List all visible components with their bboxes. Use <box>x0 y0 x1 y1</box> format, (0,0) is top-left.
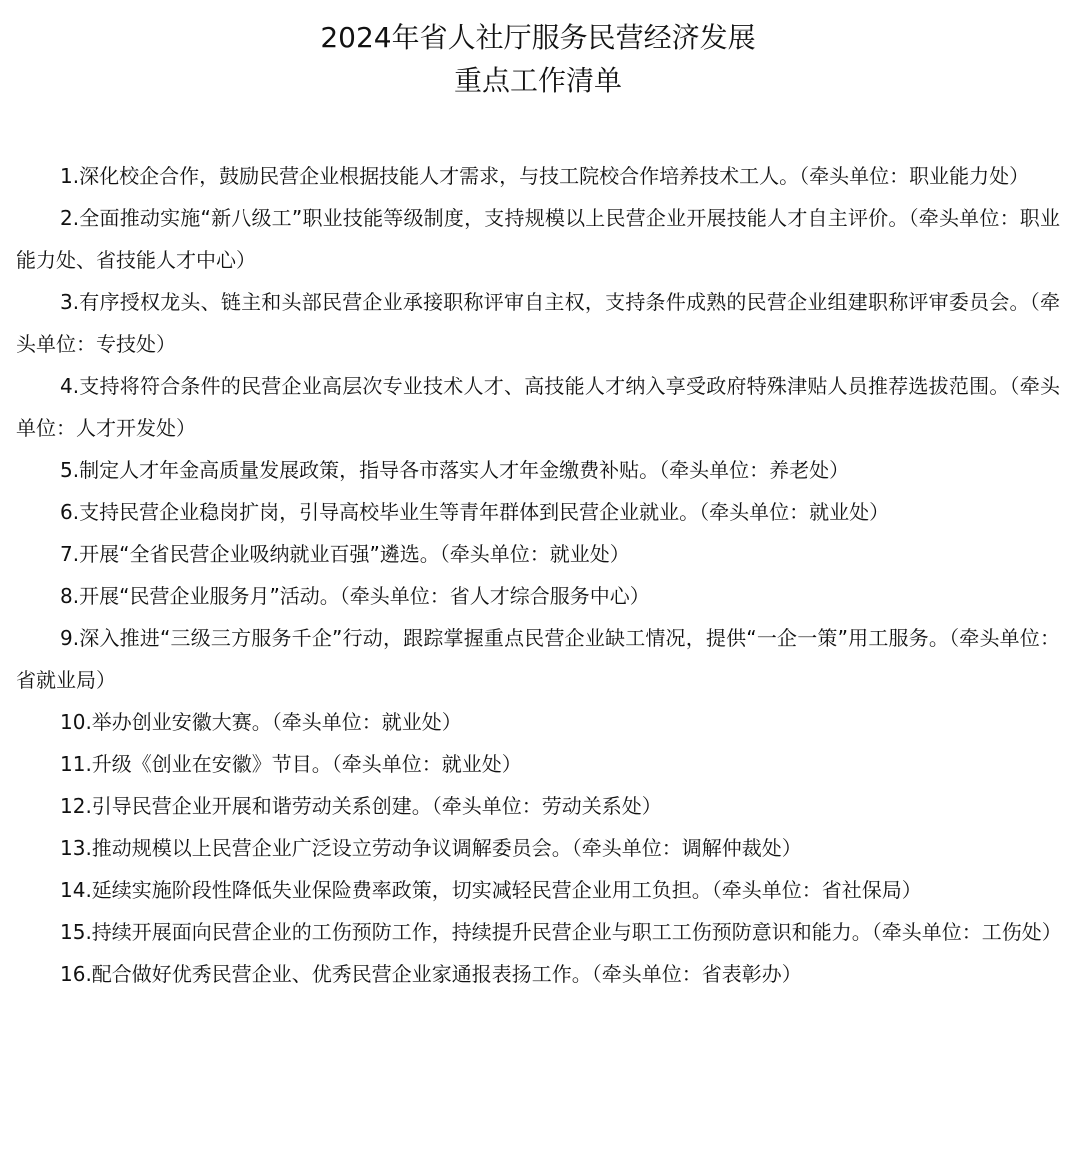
work-item-list <box>16 155 1060 995</box>
work-item-8: 8.开展“民营企业服务月”活动。（牵头单位：省人才综合服务中心） <box>60 584 650 608</box>
work-item-4: 4.支持将符合条件的民营企业高层次专业技术人才、高技能人才纳入享受政府特殊津贴人员推荐选拔范围。（牵头单位：人才开发处） <box>16 374 1060 440</box>
work-item-10: 10.举办创业安徽大赛。（牵头单位：就业处） <box>60 710 462 734</box>
work-item-3: 3.有序授权龙头、链主和头部民营企业承接职称评审自主权，支持条件成熟的民营企业组建职称评审委员会。（牵头单位：专技处） <box>16 290 1060 356</box>
work-item-7: 7.开展“全省民营企业吸纳就业百强”遴选。（牵头单位：就业处） <box>60 542 630 566</box>
work-item-5: 5.制定人才年金高质量发展政策，指导各市落实人才年金缴费补贴。（牵头单位：养老处） <box>60 458 850 482</box>
title-line-2: 重点工作清单 <box>453 64 622 97</box>
work-item-6: 6.支持民营企业稳岗扩岗，引导高校毕业生等青年群体到民营企业就业。（牵头单位：就业处） <box>60 500 890 524</box>
work-item-9: 9.深入推进“三级三方服务千企”行动，跟踪掌握重点民营企业缺工情况，提供“一企一策”用工服务。（牵头单位：省就业局） <box>16 626 1060 692</box>
work-item-13: 13.推动规模以上民营企业广泛设立劳动争议调解委员会。（牵头单位：调解仲裁处） <box>60 836 802 860</box>
work-item-11: 11.升级《创业在安徽》节目。（牵头单位：就业处） <box>60 752 522 776</box>
work-item-2: 2.全面推动实施“新八级工”职业技能等级制度，支持规模以上民营企业开展技能人才自主评价。（牵头单位：职业能力处、省技能人才中心） <box>16 206 1060 272</box>
title-line-1: 2024年省人社厅服务民营经济发展 <box>320 21 756 54</box>
work-item-14: 14.延续实施阶段性降低失业保险费率政策，切实减轻民营企业用工负担。（牵头单位：省社保局） <box>60 878 922 902</box>
work-item-16: 16.配合做好优秀民营企业、优秀民营企业家通报表扬工作。（牵头单位：省表彰办） <box>60 962 802 986</box>
document-title <box>16 16 1060 102</box>
work-item-12: 12.引导民营企业开展和谐劳动关系创建。（牵头单位：劳动关系处） <box>60 794 662 818</box>
work-item-15: 15.持续开展面向民营企业的工伤预防工作，持续提升民营企业与职工工伤预防意识和能力。（牵头单位：工伤处） <box>60 920 1062 944</box>
work-item-1: 1.深化校企合作，鼓励民营企业根据技能人才需求，与技工院校合作培养技术工人。（牵头单位：职业能力处） <box>60 164 1030 188</box>
document <box>16 0 1060 995</box>
